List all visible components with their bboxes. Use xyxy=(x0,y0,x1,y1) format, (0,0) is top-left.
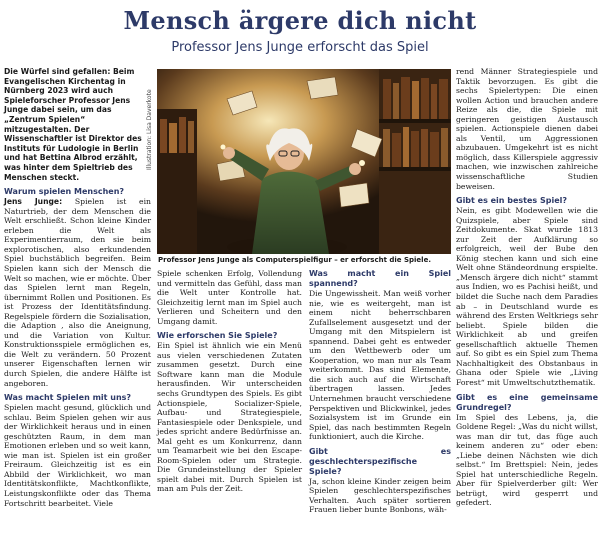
question-heading: Gibt es eine gemeinsame Grundregel? xyxy=(456,392,598,412)
answer-paragraph: Spielen macht gesund, glücklich und schlau. Beim Spielen gehen wir aus der Wirklichkeit heraus und in einen geschützten Raum, in dem man Emotionen erleben und so weit kann, wie man ist. Spielen ist ein großer Freiraum. Gleichzeitig ist es ein Abbild der Wirklichkeit, wo man Identitätskonflikte, Machtkonflikte, Leistungskonflikte oder das Thema Fortschritt bearbeitet. Viele xyxy=(4,403,151,508)
photo-credit: Illustration: Lisa Daverkote xyxy=(146,89,153,170)
answer-paragraph: Ein Spiel ist ähnlich wie ein Menü aus vielen verschiedenen Zutaten zusammen gesetzt. Durch eine Software kann man die Module herausfinden. Wir unterscheiden sechs Grundtypen des Spiels. Es gibt Actionspiele, Socializer-Spiele, Aufbau- und Strategiespiele, Fantasiespiele oder Denkspiele, und jedes spricht andere Bedürfnisse an. Mal geht es um Konkurrenz, dann um Teamarbeit wie bei den Escape-Room-Spielen oder um Strategie. Die Grundeinstellung der Spieler spielt dabei mit. Durch Spielen ist man am Puls der Zeit. xyxy=(157,341,302,494)
column-3 xyxy=(309,269,451,515)
question-heading: Was macht ein Spiel spannend? xyxy=(309,269,451,288)
lead-paragraph: Die Würfel sind gefallen: Beim Evangelischen Kirchentag in Nürnberg 2023 wird auch Spieleforscher Professor Jens Junge dabei sein, um das „Zentrum Spielen“ mitzugestalten. Der Wissenschaftler ist Direktor des Instituts für Ludologie in Berlin und hat Bettina Albrod erzählt, was hinter dem Spieltrieb des Menschen steckt. xyxy=(4,67,142,182)
column-4 xyxy=(456,67,598,508)
headline: Mensch ärgere dich nicht xyxy=(123,6,477,35)
answer-paragraph: Im Spiel des Lebens, ja, die Goldene Regel: „Was du nicht willst, was man dir tut, das füge auch keinem anderen zu“ oder eben: „Liebe deinen Nächsten wie dich selbst.“ Im Brettspiel: Nein, jedes Spiel hat unterschiedliche Regeln. Aber für Spielverderber gilt: Wer betrügt, wird gesperrt und gefedert. xyxy=(456,412,598,508)
body-paragraph: rend Männer Strategiespiele und Taktik bevorzugen. Es gibt die sechs Spielertypen: Die einen wollen Action und brauchen andere Reize als die, die Spiele mit geringeren geistigen Austausch spielen. Actionspiele dienen dabei als Ventil, um Aggressionen abzubauen. Umgekehrt ist es nicht möglich, dass Killerspiele aggressiv machen, wie inzwischen zahlreiche wissenschaftliche Studien beweisen. xyxy=(456,67,598,191)
speaker-label: Jens Junge: xyxy=(4,197,63,207)
illustration-image xyxy=(157,69,451,254)
question-heading: Wie erforschen Sie Spiele? xyxy=(157,331,278,341)
subheadline: Professor Jens Junge erforscht das Spiel xyxy=(171,40,429,55)
answer-paragraph: Nein, es gibt Modewellen wie die Quizspiele, aber Spiele sind Zeitdokumente. Skat wurde 1813 zur Zeit der Aufklärung so erfolgreich, weil der Bube den König stechen kann und sich eine Welt ohne Ständeordnung erspielte. „Mensch ärgere dich nicht“ stammt aus Indien, wo es Pachisi heißt, und bildet die Suche nach dem Paradies ab – in Deutschland wurde es während des Ersten Weltkriegs sehr beliebt. Spiele bilden die Wirklichkeit ab und greifen gesellschaftlich aktuelle Themen auf. So gibt es ein Spiel zum Thema Nachhaltigkeit des Obstanbaus in Ghana oder Spiele wie „Living Forest“ mit Umweltschutzthematik. xyxy=(456,206,598,387)
photo-caption: Professor Jens Junge als Computerspielfigur – er erforscht die Spiele. xyxy=(158,256,431,264)
question-heading: Gibt es ein bestes Spiel? xyxy=(456,196,568,206)
body-paragraph: Spiele schenken Erfolg, Vollendung und vermitteln das Gefühl, dass man die Welt unter Kontrolle hat. Gleichzeitig lernt man im Spiel auch Verlieren und Scheitern und den Umgang damit. xyxy=(157,269,302,326)
question-heading: Was macht Spielen mit uns? xyxy=(4,393,132,403)
column-2 xyxy=(157,269,302,494)
answer-text: Spielen ist ein Naturtrieb, der dem Menschen die Welt erschließt. Schon kleine Kinder erleben die Welt als Experimentierraum, den sie beim explorotischen, also erkundenden Spiel buchstäblich begreifen. Beim Spielen kann sich der Mensch die Welt so machen, wie er möchte. Über das Spielen lernt man Regeln, übernimmt Rollen und Positionen. Es ist Prozess der Identitätsfindung. Regelspiele fördern die Sozialisation, die Adaption , also die Aneignung, und die Variation von Kultur. Konstruktionsspiele ermöglichen es, die Welt zu verändern. 50 Prozent unserer Eigenschaften lernen wir durch Spielen, die andere Hälfte ist angeboren. xyxy=(4,197,151,388)
question-heading: Warum spielen Menschen? xyxy=(4,187,125,197)
wizard-illustration xyxy=(157,69,451,254)
column-1 xyxy=(4,67,151,508)
answer-paragraph: Die Ungewissheit. Man weiß vorher nie, wie es weitergeht, man ist einem nicht beherrschbaren Zufallselement ausgesetzt und der Umgang mit den Mitspielern ist spannend. Dabei geht es entweder um den Wettbewerb oder um Kooperation, wo man nur als Team weiterkommt. Das sind Elemente, die sich auch auf die Wirtschaft übertragen lassen. Jedes Unternehmen braucht verschiedene Perspektiven und Blickwinkel, jedes Sozialsystem ist im Grunde ein Spiel, das nach bestimmten Regeln funktioniert, auch die Kirche. xyxy=(309,289,451,442)
answer-paragraph xyxy=(4,197,151,388)
answer-paragraph: Ja, schon kleine Kinder zeigen beim Spielen geschlechterspezifisches Verhalten. Auch später sortieren Frauen lieber bunte Bonbons, wäh- xyxy=(309,476,451,515)
question-heading: Gibt es geschlechterspezifische Spiele? xyxy=(309,446,451,476)
